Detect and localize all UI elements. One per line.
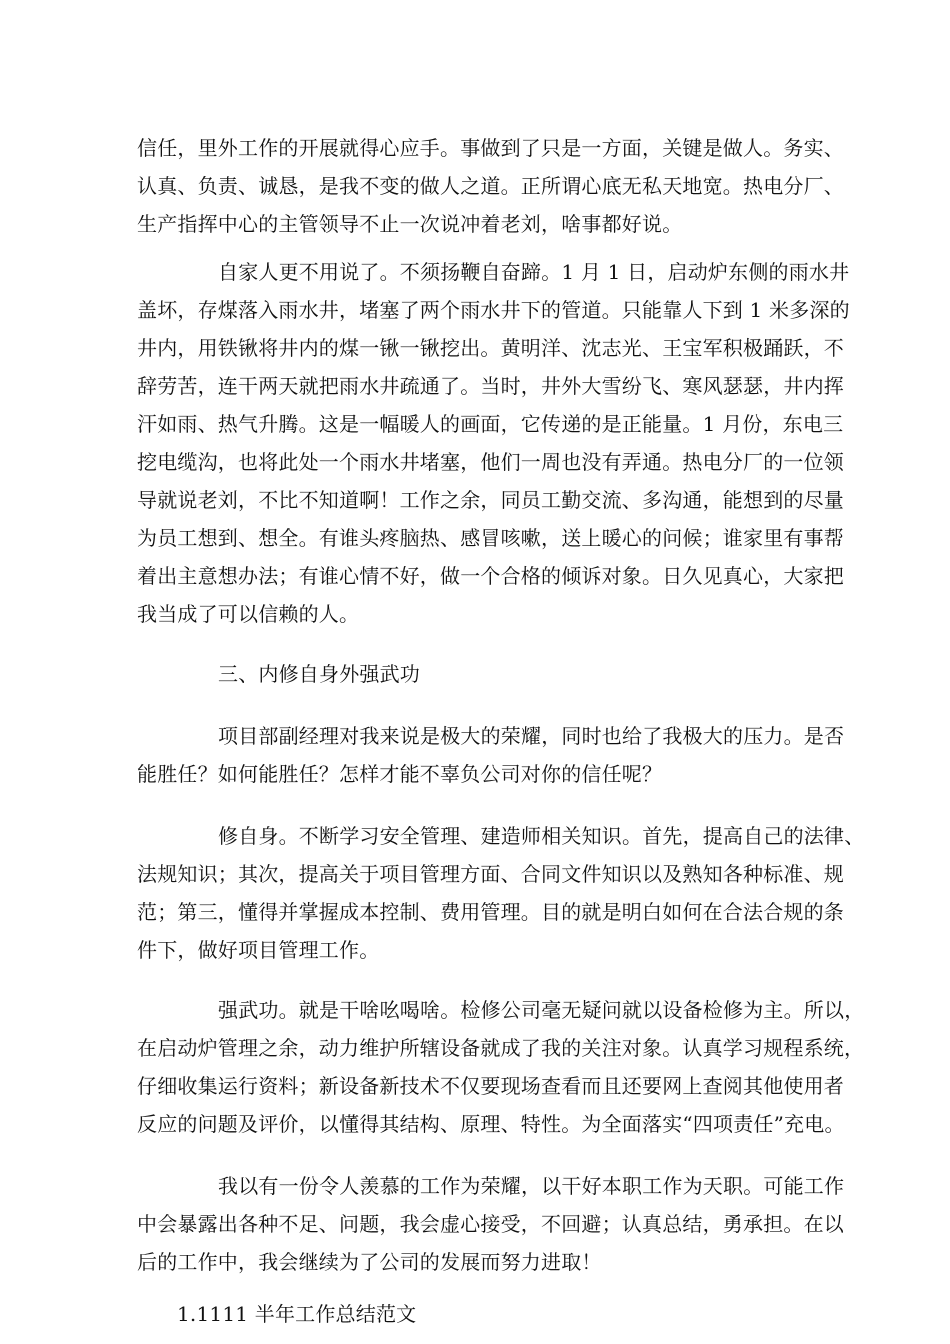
paragraph-line: 修自身。不断学习安全管理、建造师相关知识。首先，提高自己的法律、 [218, 824, 865, 848]
paragraph-line: 能胜任？如何能胜任？怎样才能不辜负公司对你的信任呢？ [137, 762, 663, 786]
paragraph-line: 强武功。就是干啥吆喝啥。检修公司毫无疑问就以设备检修为主。所以， [218, 998, 865, 1022]
paragraph-line: 我当成了可以信赖的人。 [137, 602, 360, 626]
paragraph-line: 生产指挥中心的主管领导不止一次说冲着老刘，啥事都好说。 [137, 212, 683, 236]
paragraph-line: 件下，做好项目管理工作。 [137, 938, 380, 962]
paragraph-line: 认真、负责、诚恳，是我不变的做人之道。正所谓心底无私天地宽。热电分厂、 [137, 174, 844, 198]
paragraph-line: 中会暴露出各种不足、问题，我会虚心接受，不回避；认真总结，勇承担。在以 [137, 1212, 844, 1236]
paragraph-line: 我以有一份令人羡慕的工作为荣耀，以干好本职工作为天职。可能工作 [218, 1174, 845, 1198]
section-heading: 三、内修自身外强武功 [218, 662, 420, 686]
paragraph-line: 自家人更不用说了。不须扬鞭自奋蹄。1 月 1 日，启动炉东侧的雨水井 [218, 260, 850, 284]
paragraph-line: 在启动炉管理之余，动力维护所辖设备就成了我的关注对象。认真学习规程系统， [137, 1036, 865, 1060]
paragraph-line: 导就说老刘，不比不知道啊！工作之余，同员工勤交流、多沟通，能想到的尽量 [137, 488, 844, 512]
paragraph-line: 后的工作中，我会继续为了公司的发展而努力进取！ [137, 1250, 602, 1274]
paragraph-line: 挖电缆沟，也将此处一个雨水井堵塞，他们一周也没有弄通。热电分厂的一位领 [137, 450, 844, 474]
paragraph-line: 反应的问题及评价，以懂得其结构、原理、特性。为全面落实“四项责任”充电。 [137, 1112, 845, 1136]
paragraph-line: 项目部副经理对我来说是极大的荣耀，同时也给了我极大的压力。是否 [218, 724, 845, 748]
paragraph-line: 辞劳苦，连干两天就把雨水井疏通了。当时，井外大雪纷飞、寒风瑟瑟，井内挥 [137, 374, 844, 398]
paragraph-line: 着出主意想办法；有谁心情不好，做一个合格的倾诉对象。日久见真心，大家把 [137, 564, 844, 588]
paragraph-line: 井内，用铁锹将井内的煤一锹一锹挖出。黄明洋、沈志光、王宝军积极踊跃，不 [137, 336, 844, 360]
paragraph-line: 盖坏，存煤落入雨水井，堵塞了两个雨水井下的管道。只能靠人下到 1 米多深的 [137, 298, 850, 322]
section-heading: 1.1111 半年工作总结范文 [177, 1302, 417, 1326]
paragraph-line: 为员工想到、想全。有谁头疼脑热、感冒咳嗽，送上暖心的问候；谁家里有事帮 [137, 526, 844, 550]
paragraph-line: 仔细收集运行资料；新设备新技术不仅要现场查看而且还要网上查阅其他使用者 [137, 1074, 844, 1098]
paragraph-line: 范；第三，懂得并掌握成本控制、费用管理。目的就是明白如何在合法合规的条 [137, 900, 844, 924]
paragraph-line: 信任，里外工作的开展就得心应手。事做到了只是一方面，关键是做人。务实、 [137, 136, 844, 160]
paragraph-line: 法规知识；其次，提高关于项目管理方面、合同文件知识以及熟知各种标准、规 [137, 862, 844, 886]
paragraph-line: 汗如雨、热气升腾。这是一幅暖人的画面，它传递的是正能量。1 月份，东电三 [137, 412, 844, 436]
